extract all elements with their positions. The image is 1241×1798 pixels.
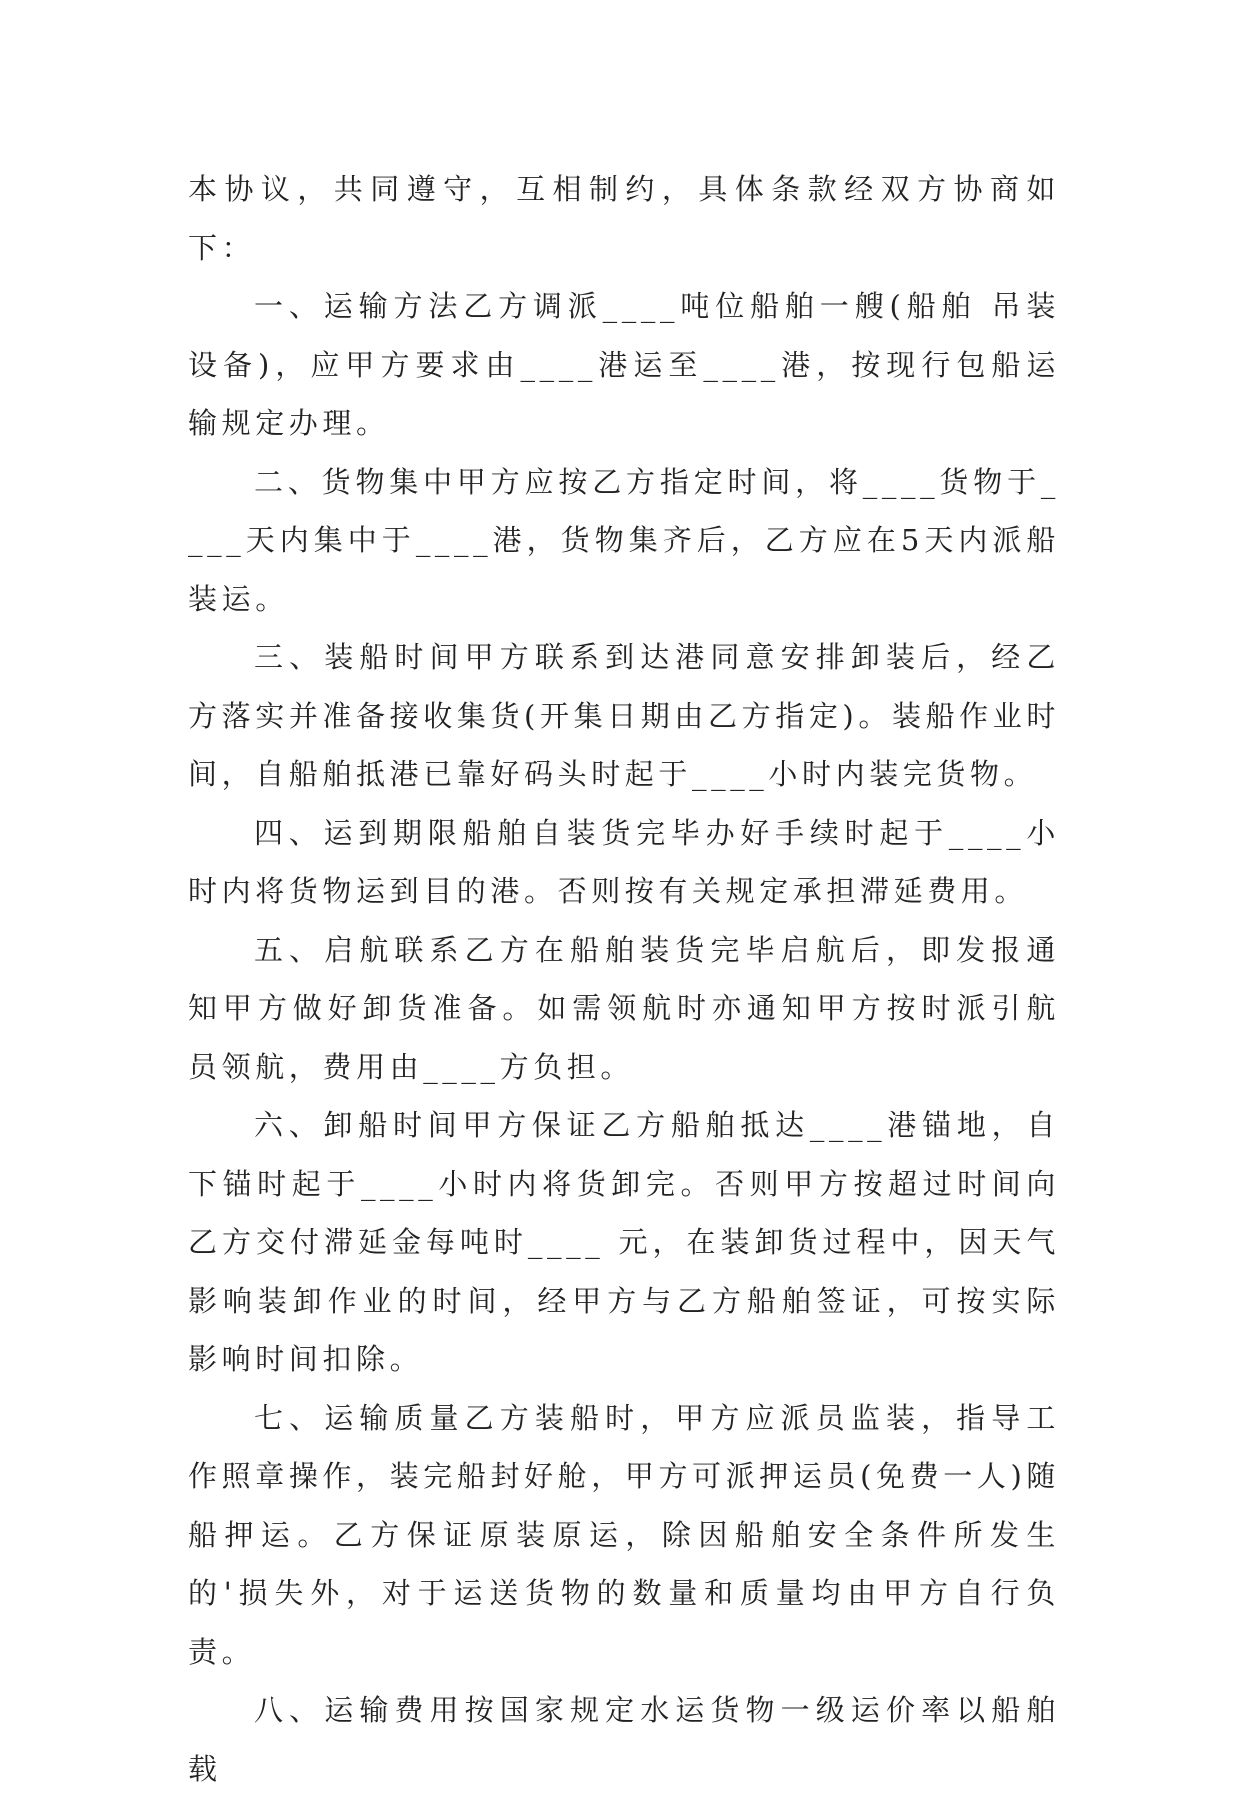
paragraph-clause-6: 六、卸船时间甲方保证乙方船舶抵达____港锚地，自下锚时起于____小时内将货卸完。否则甲方按超过时间向乙方交付滞延金每吨时____ 元，在装卸货过程中，因天气影响装卸作业的时间，经甲方与乙方船舶签证，可按实际影响时间扣除。 — [188, 1108, 1060, 1376]
paragraph-clause-2: 二、货物集中甲方应按乙方指定时间，将____货物于____天内集中于____港，货物集齐后，乙方应在5天内派船装运。 — [188, 464, 1060, 616]
paragraph-clause-8: 八、运输费用按国家规定水运货物一级运价率以船舶载 — [188, 1693, 1060, 1786]
paragraph-intro: 本协议，共同遵守，互相制约，具体条款经双方协商如下： — [188, 172, 1060, 265]
paragraph-clause-1: 一、运输方法乙方调派____吨位船舶一艘(船舶 吊装设备)，应甲方要求由____港运至____港，按现行包船运输规定办理。 — [188, 289, 1060, 440]
paragraph-clause-5: 五、启航联系乙方在船舶装货完毕启航后，即发报通知甲方做好卸货准备。如需领航时亦通知甲方按时派引航员领航，费用由____方负担。 — [188, 932, 1060, 1084]
paragraph-clause-4: 四、运到期限船舶自装货完毕办好手续时起于____小时内将货物运到目的港。否则按有关规定承担滞延费用。 — [188, 815, 1060, 908]
paragraph-clause-3: 三、装船时间甲方联系到达港同意安排卸装后，经乙方落实并准备接收集货(开集日期由乙方指定)。装船作业时间，自船舶抵港已靠好码头时起于____小时内装完货物。 — [188, 640, 1060, 791]
paragraph-clause-7: 七、运输质量乙方装船时，甲方应派员监装，指导工作照章操作，装完船封好舱，甲方可派押运员(免费一人)随船押运。乙方保证原装原运，除因船舶安全条件所发生的'损失外，对于运送货物的数量和质量均由甲方自行负责。 — [188, 1400, 1060, 1669]
document-body — [188, 160, 1060, 1798]
